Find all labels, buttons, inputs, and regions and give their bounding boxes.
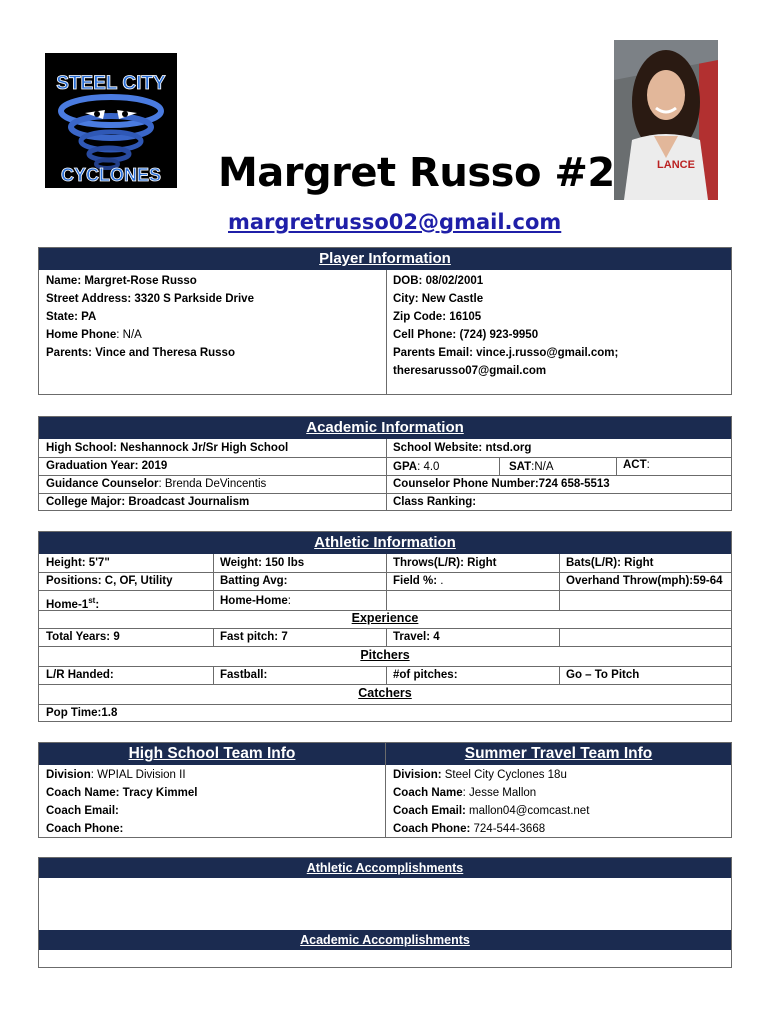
column-divider	[386, 270, 387, 395]
athletic-info-section	[38, 531, 732, 722]
hs-division: Division: WPIAL Division II	[46, 769, 186, 781]
weight: Weight: 150 lbs	[220, 557, 305, 569]
sat: SAT:N/A	[509, 461, 554, 473]
athletic-accomplishments-body	[39, 878, 731, 930]
row-divider	[39, 684, 731, 685]
counselor-phone: Counselor Phone Number:724 658-5513	[393, 478, 610, 490]
logo-text-bottom: CYCLONES	[60, 165, 162, 185]
column-divider	[559, 666, 560, 684]
total-years: Total Years: 9	[46, 631, 120, 643]
home-to-first: Home-1st:	[46, 596, 100, 611]
cell-divider	[499, 457, 500, 475]
dob: DOB: 08/02/2001	[393, 275, 484, 287]
batting-avg: Batting Avg:	[220, 575, 288, 587]
summer-team-header	[386, 743, 731, 765]
hs-coach-name: Coach Name: Tracy Kimmel	[46, 787, 198, 799]
summer-coach-name: Coach Name: Jesse Mallon	[393, 787, 537, 799]
athletic-info-header	[39, 532, 731, 554]
street-address: Street Address: 3320 S Parkside Drive	[46, 293, 254, 305]
player-email-link[interactable]: margretrusso02@gmail.com	[228, 210, 562, 234]
column-divider	[213, 628, 214, 646]
player-photo	[614, 40, 718, 200]
cell-divider	[616, 457, 617, 475]
column-divider	[386, 666, 387, 684]
fastball: Fastball:	[220, 669, 268, 681]
row-divider	[39, 590, 731, 591]
column-divider	[213, 666, 214, 684]
graduation-year: Graduation Year: 2019	[46, 460, 168, 472]
field-percentage: Field %: .	[393, 575, 444, 587]
parents-email-second: theresarusso07@gmail.com	[393, 365, 547, 377]
go-to-pitch: Go – To Pitch	[566, 669, 640, 681]
positions: Positions: C, OF, Utility	[46, 575, 173, 587]
academic-accomplishments-title: Academic Accomplishments	[300, 933, 470, 947]
home-to-home: Home-Home:	[220, 595, 291, 607]
high-school-team-header	[39, 743, 385, 765]
player-info-header	[39, 248, 731, 270]
catchers-heading: Catchers	[358, 686, 412, 700]
player-info-title: Player Information	[319, 250, 451, 267]
state: State: PA	[46, 311, 97, 323]
summer-coach-email: Coach Email: mallon04@comcast.net	[393, 805, 590, 817]
guidance-counselor: Guidance Counselor: Brenda DeVincentis	[46, 478, 267, 490]
number-of-pitches: #of pitches:	[393, 669, 458, 681]
travel-years: Travel: 4	[393, 631, 440, 643]
home-phone: Home Phone: N/A	[46, 329, 142, 341]
summer-coach-phone: Coach Phone: 724-544-3668	[393, 823, 546, 835]
row-divider	[39, 704, 731, 705]
class-ranking: Class Ranking:	[393, 496, 477, 508]
height: Height: 5'7"	[46, 557, 110, 569]
athletic-info-title: Athletic Information	[314, 534, 456, 551]
throws: Throws(L/R): Right	[393, 557, 497, 569]
player-name-title: Margret Russo #2	[218, 150, 615, 196]
summer-division: Division: Steel City Cyclones 18u	[393, 769, 567, 781]
academic-info-title: Academic Information	[306, 419, 464, 436]
bats: Bats(L/R): Right	[566, 557, 654, 569]
high-school: High School: Neshannock Jr/Sr High School	[46, 442, 289, 454]
academic-info-header	[39, 417, 731, 439]
pitchers-heading: Pitchers	[360, 648, 410, 662]
high-school-team-title: High School Team Info	[128, 745, 296, 762]
experience-heading: Experience	[351, 611, 419, 625]
cell-phone: Cell Phone: (724) 923-9950	[393, 329, 539, 341]
player-name: Name: Margret-Rose Russo	[46, 275, 197, 287]
athletic-accomplishments-title: Athletic Accomplishments	[306, 861, 464, 875]
gpa: GPA: 4.0	[393, 461, 440, 473]
academic-accomplishments-body	[39, 950, 731, 967]
school-website: School Website: ntsd.org	[393, 442, 532, 454]
column-divider	[386, 554, 387, 610]
athletic-accomplishments-header	[39, 858, 731, 878]
accomplishments-section	[38, 857, 732, 968]
academic-accomplishments-header	[39, 930, 731, 950]
column-divider	[213, 554, 214, 610]
fast-pitch-years: Fast pitch: 7	[220, 631, 288, 643]
column-divider	[385, 743, 386, 838]
parents: Parents: Vince and Theresa Russo	[46, 347, 235, 359]
zip-code: Zip Code: 16105	[393, 311, 482, 323]
act: ACT:	[623, 459, 650, 471]
column-divider	[386, 628, 387, 646]
team-info-section	[38, 742, 732, 838]
summer-team-title: Summer Travel Team Info	[464, 745, 653, 762]
academic-info-section	[38, 416, 732, 511]
column-divider	[559, 628, 560, 646]
hs-coach-email: Coach Email:	[46, 805, 119, 817]
row-divider	[39, 646, 731, 647]
team-logo	[45, 53, 177, 188]
parents-email: Parents Email: vince.j.russo@gmail.com;	[393, 347, 619, 359]
logo-text-top: STEEL CITY	[56, 73, 166, 94]
college-major: College Major: Broadcast Journalism	[46, 496, 250, 508]
overhand-throw: Overhand Throw(mph):59-64	[566, 575, 723, 587]
player-info-section	[38, 247, 732, 395]
lr-handed: L/R Handed:	[46, 669, 114, 681]
row-divider	[39, 628, 731, 629]
svg-text:LANCE: LANCE	[657, 159, 695, 171]
pop-time: Pop Time:1.8	[46, 707, 118, 719]
column-divider	[559, 554, 560, 610]
city: City: New Castle	[393, 293, 484, 305]
hs-coach-phone: Coach Phone:	[46, 823, 124, 835]
cyclone-logo-graphic	[45, 53, 177, 188]
